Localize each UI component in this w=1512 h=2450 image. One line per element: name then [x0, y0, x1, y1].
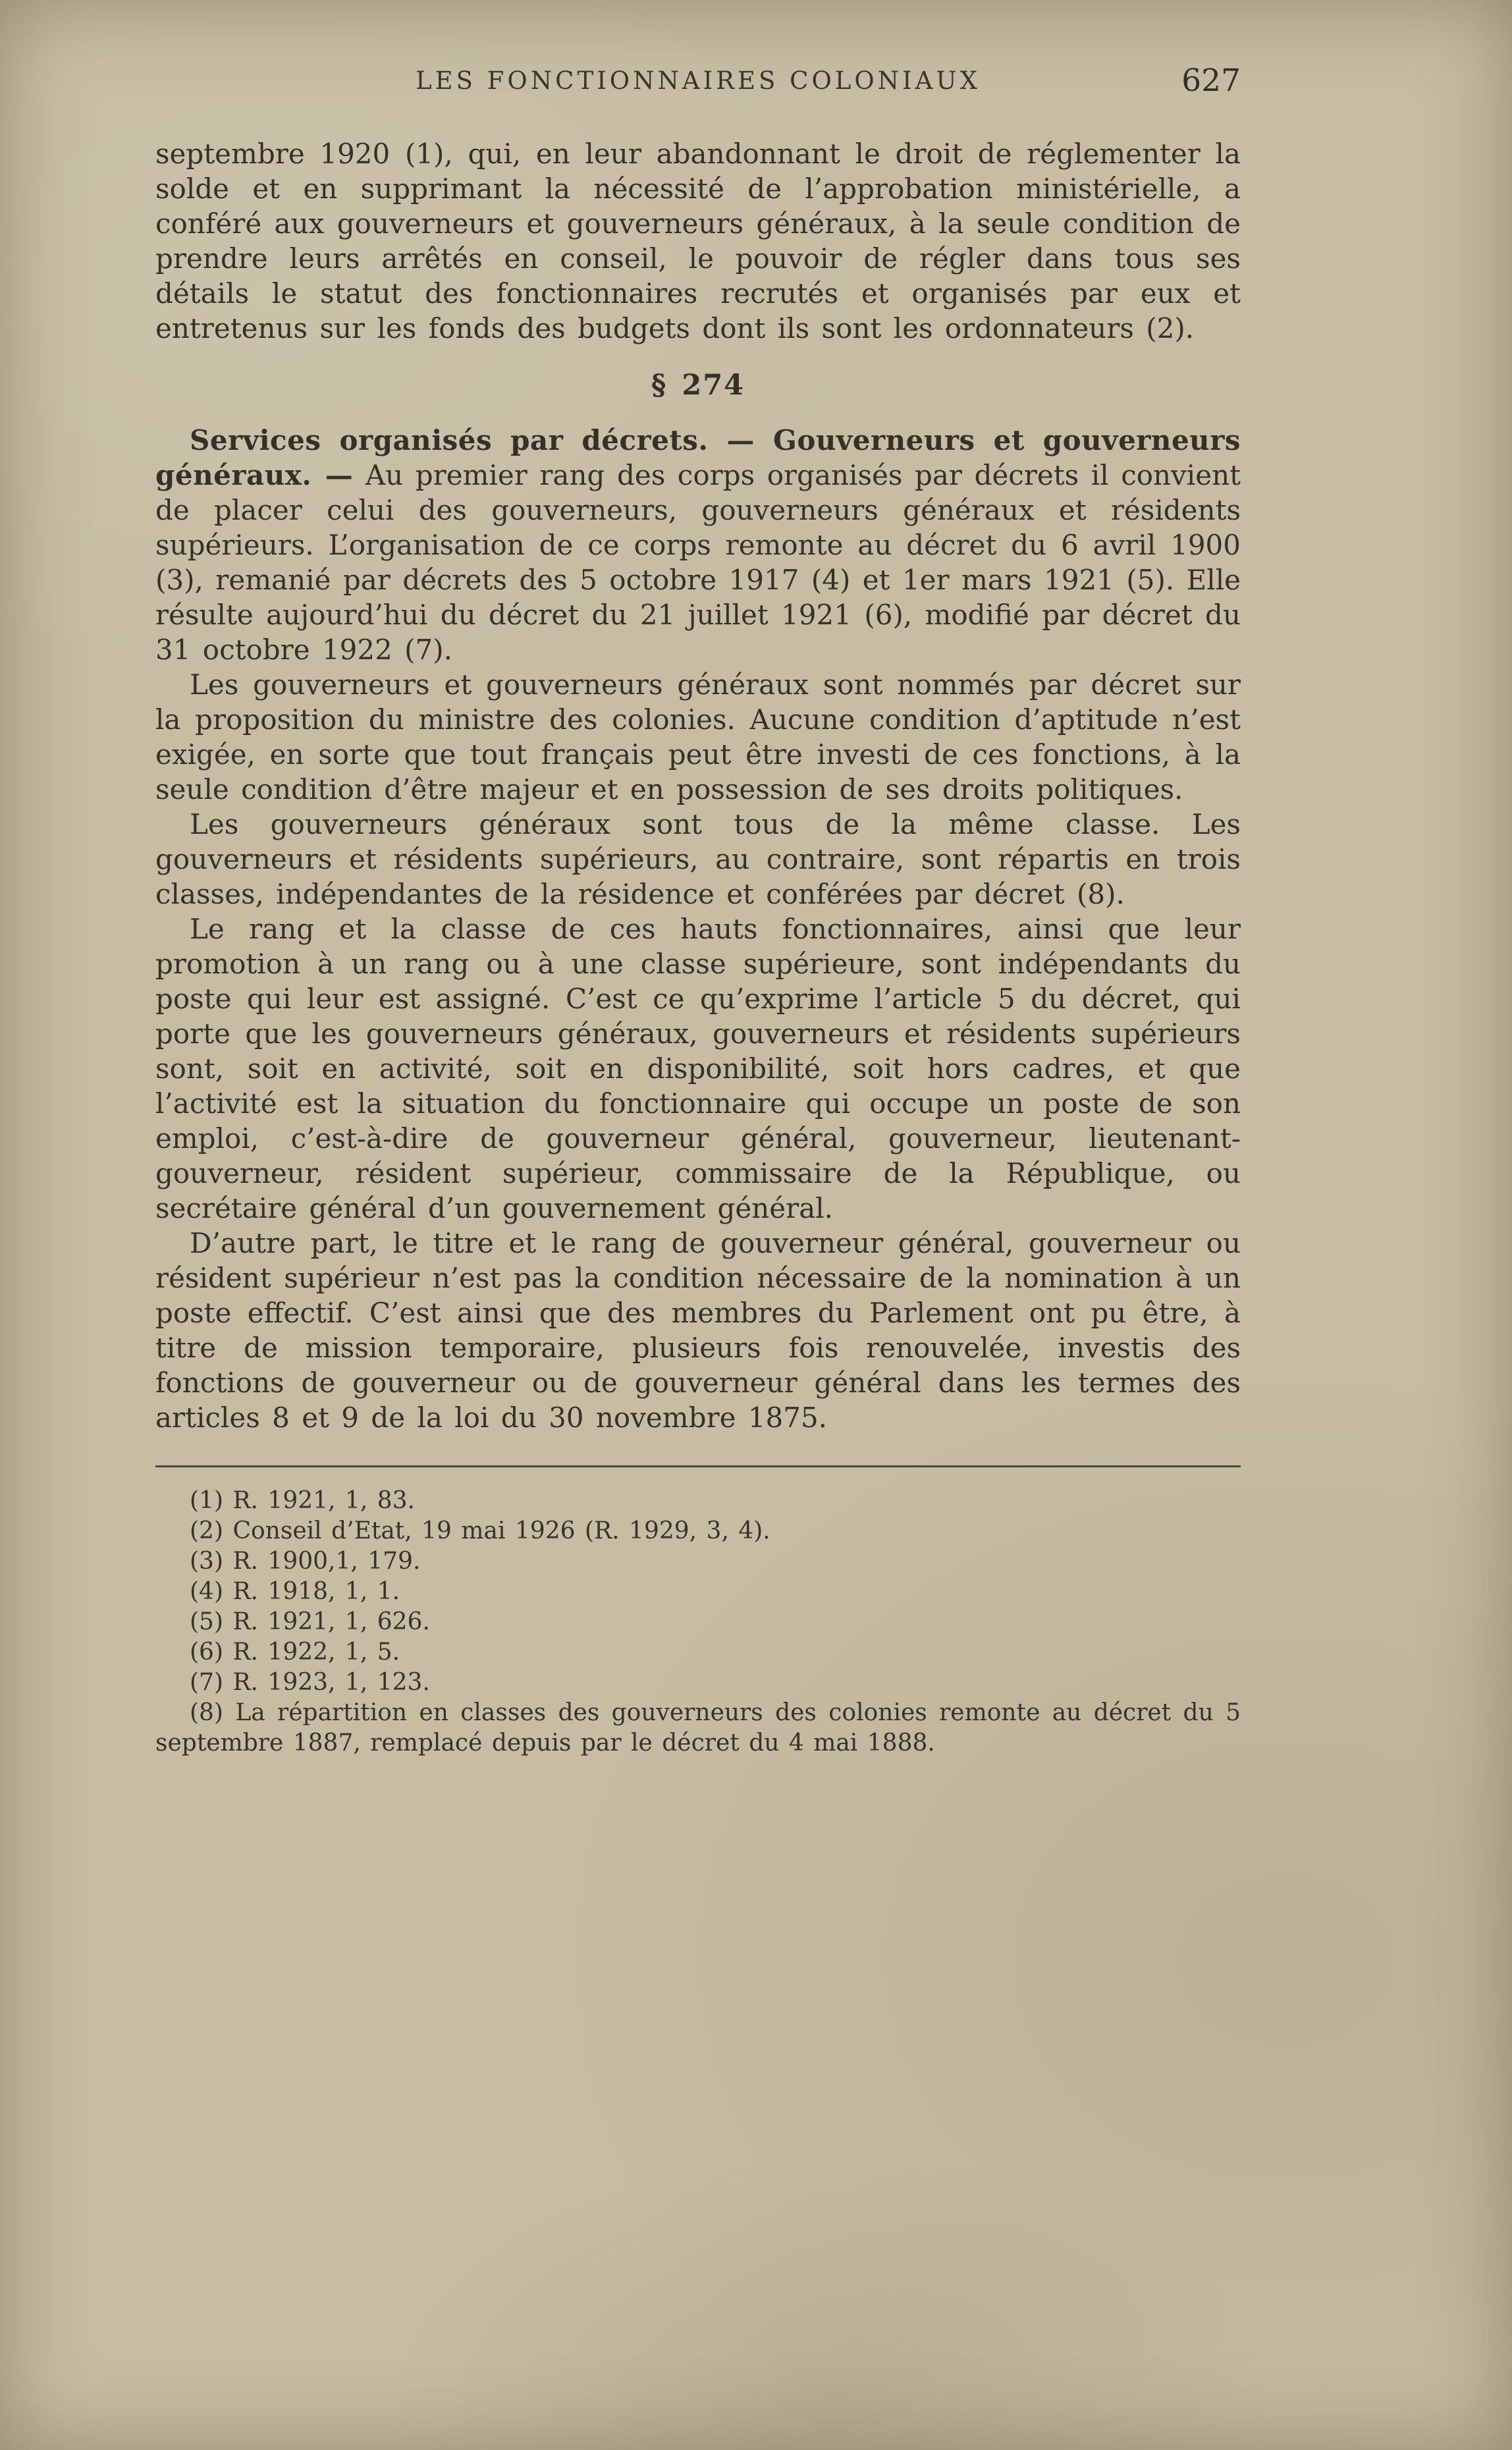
paragraph: Le rang et la classe de ces hauts fonctionnaires, ainsi que leur promotion à un rang ou à une classe supérieure, sont indépendants du poste qui leur est assigné. C’est ce qu’exprime l’article 5 du décret, qui porte que les gouverneurs généraux, gouverneurs et résidents supérieurs sont, soit en activité, soit en disponibilité, soit hors cadres, et que l’activité est la situation du fonctionnaire qui occupe un poste de son emploi, c’est-à-dire de gouverneur général, gouverneur, lieutenant-gouverneur, résident supérieur, commissaire de la République, ou secrétaire général d’un gouvernement général. [155, 913, 1241, 1224]
footnote: (2) Conseil d’Etat, 19 mai 1926 (R. 1929, 3, 4). [190, 1517, 770, 1544]
footnote: (4) R. 1918, 1, 1. [190, 1578, 400, 1605]
footnote: (3) R. 1900,1, 179. [190, 1548, 421, 1575]
section-heading: § 274 [651, 369, 745, 402]
footnote: (1) R. 1921, 1, 83. [190, 1487, 415, 1514]
paragraph-text: Au premier rang des corps organisés par décrets il convient de placer celui des gouverneurs, gouverneurs généraux et résidents supérieurs. L’organisation de ce corps remonte au décret du 6 avril 1900 (3), remanié par décrets des 5 octobre 1917 (4) et 1er mars 1921 (5). Elle résulte aujourd’hui du décret du 21 juillet 1921 (6), modifié par décret du 31 octobre 1922 (7). [155, 459, 1241, 666]
page-header [155, 63, 1241, 105]
footnote: (7) R. 1923, 1, 123. [190, 1669, 430, 1696]
paragraph: D’autre part, le titre et le rang de gouverneur général, gouverneur ou résident supérieur n’est pas la condition nécessaire de la nomination à un poste effectif. C’est ainsi que des membres du Parlement ont pu être, à titre de mission temporaire, plusieurs fois renouvelée, investis des fonctions de gouverneur ou de gouverneur général dans les termes des articles 8 et 9 de la loi du 30 novembre 1875. [155, 1227, 1241, 1434]
footnotes-section [155, 1465, 1241, 1758]
footnote: (6) R. 1922, 1, 5. [190, 1639, 400, 1666]
footnote-separator [155, 1465, 1241, 1467]
paragraph-continuation: septembre 1920 (1), qui, en leur abandonnant le droit de réglementer la solde et en supprimant la nécessité de l’approbation ministérielle, a conféré aux gouverneurs et gouverneurs généraux, à la seule condition de prendre leurs arrêtés en conseil, le pouvoir de régler dans tous ses détails le statut des fonctionnaires recrutés et organisés par eux et entretenus sur les fonds des budgets dont ils sont les ordonnateurs (2). [155, 138, 1241, 344]
paragraph-lead: Services organisés par décrets. — Gouverneurs et gouverneurs généraux. — [155, 424, 1241, 491]
paragraph [155, 423, 1241, 667]
running-title: LES FONCTIONNAIRES COLONIAUX [416, 67, 981, 95]
paragraph: Les gouverneurs généraux sont tous de la même classe. Les gouverneurs et résidents supérieurs, au contraire, sont répartis en trois classes, indépendantes de la résidence et conférées par décret (8). [155, 808, 1241, 910]
paragraph: Les gouverneurs et gouverneurs généraux sont nommés par décret sur la proposition du ministre des colonies. Aucune condition d’aptitude n’est exigée, en sorte que tout français peut être investi de ces fonctions, à la seule condition d’être majeur et en possession de ses droits politiques. [155, 668, 1241, 805]
footnote: (5) R. 1921, 1, 626. [190, 1608, 430, 1635]
footnote: (8) La répartition en classes des gouverneurs des colonies remonte au décret du 5 septembre 1887, remplacé depuis par le décret du 4 mai 1888. [155, 1699, 1241, 1756]
text-block [155, 136, 1241, 1435]
page-number: 627 [1181, 63, 1241, 99]
